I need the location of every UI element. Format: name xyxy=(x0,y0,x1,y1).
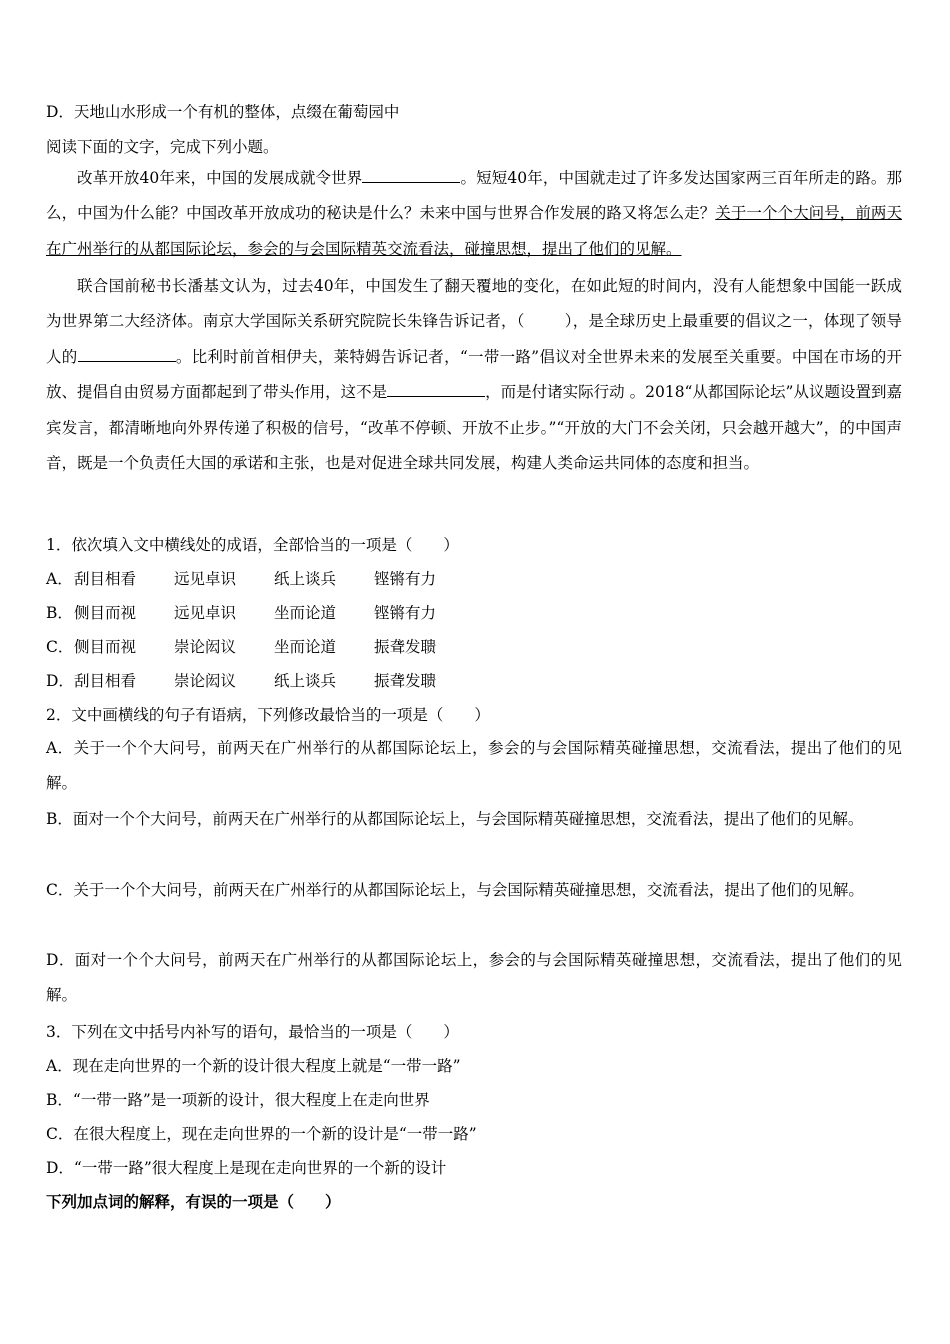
option-word: 远见卓识 xyxy=(174,570,237,588)
option-word: 铿锵有力 xyxy=(374,604,437,622)
passage-text: 。比利时前首相伊夫，莱特姆告诉记者，“一带一路”倡议对全世界未来的发展至关重要。中国在市场的开放、提倡自由贸易方面都起到了带头作用，这不是 xyxy=(46,347,902,402)
question-1-stem: 1．依次填入文中横线处的成语，全部恰当的一项是（ ） xyxy=(46,536,459,554)
passage-text: ），是全球历史上最重要的倡议之一，体现了领导人的 xyxy=(46,312,902,366)
option-word: 振聋发聩 xyxy=(374,638,437,656)
option-label: B． xyxy=(46,604,73,622)
passage-text: ，而是付诸实际行动 。2018“从都国际论坛”从议题设置到嘉宾发言，都清晰地向外界传递了积极的信号，“改革不停顿、开放不止步。”“开放的大门不会关闭，只会越开越大”，的中国声音，既是一个负责任大国的承诺和主张，也是对促进全球共同发展，构建人类命运共同体的态度和担当。 xyxy=(46,383,902,473)
q2-option-d: D．面对一个个大问号，前两天在广州举行的从都国际论坛上，参会的与会国际精英碰撞思想，交流看法，提出了他们的见解。 xyxy=(46,951,902,1005)
option-word: 侧目而视 xyxy=(74,638,137,656)
underlined-sentence: 关于一个个大问号，前两天在广州举行的从都国际论坛，参会的与会国际精英交流看法，碰撞思想，提出了他们的见解。 xyxy=(46,204,902,258)
q3-option-c: C．在很大程度上，现在走向世界的一个新的设计是“一带一路” xyxy=(46,1125,477,1143)
question-4-stem: 下列加点词的解释，有误的一项是（ ） xyxy=(46,1192,341,1211)
option-word: 振聋发聩 xyxy=(374,672,437,690)
option-label: D． xyxy=(46,672,74,690)
passage-paragraph-1 xyxy=(46,161,902,267)
q2-option-c: C．关于一个个大问号，前两天在广州举行的从都国际论坛上，与会国际精英碰撞思想，交流看法，提出了他们的见解。 xyxy=(46,881,864,899)
option-word: 刮目相看 xyxy=(74,570,137,588)
fill-blank-3 xyxy=(387,382,485,397)
q3-option-d: D．“一带一路”很大程度上是现在走向世界的一个新的设计 xyxy=(46,1159,447,1177)
passage-paragraph-2 xyxy=(46,269,902,481)
option-word: 坐而论道 xyxy=(274,638,337,656)
question-3-stem: 3．下列在文中括号内补写的语句，最恰当的一项是（ ） xyxy=(46,1023,459,1041)
option-word: 崇论闳议 xyxy=(174,672,237,690)
q1-option-d xyxy=(46,671,474,691)
passage-text: 改革开放40年来，中国的发展成就令世界 xyxy=(77,169,363,187)
prev-option-d: D．天地山水形成一个有机的整体，点缀在葡萄园中 xyxy=(46,103,400,121)
option-word: 纸上谈兵 xyxy=(274,672,337,690)
option-label: A． xyxy=(46,570,73,588)
option-word: 纸上谈兵 xyxy=(274,570,337,588)
q2-option-b: B．面对一个个大问号，前两天在广州举行的从都国际论坛上，与会国际精英碰撞思想，交流看法，提出了他们的见解。 xyxy=(46,810,864,828)
option-word: 刮目相看 xyxy=(74,672,137,690)
q1-option-b xyxy=(46,603,474,623)
option-label: C． xyxy=(46,638,74,656)
passage-text: 联合国前秘书长潘基文认为，过去40年，中国发生了翻天覆地的变化，在如此短的时间内，没有人能想象中国能一跃成为世界第二大经济体。南京大学国际关系研究院院长朱锋告诉记者，（ xyxy=(46,277,902,331)
option-word: 坐而论道 xyxy=(274,604,337,622)
option-word: 铿锵有力 xyxy=(374,570,437,588)
q1-option-c xyxy=(46,637,474,657)
question-2-stem: 2．文中画横线的句子有语病，下列修改最恰当的一项是（ ） xyxy=(46,706,490,724)
q3-option-a: A．现在走向世界的一个新的设计很大程度上就是“一带一路” xyxy=(46,1057,461,1075)
q3-option-b: B．“一带一路”是一项新的设计，很大程度上在走向世界 xyxy=(46,1091,430,1109)
passage-text: 。短短40年，中国就走过了许多发达国家两三百年所走的路。那么，中国为什么能？中国改革开放成功的秘诀是什么？未来中国与世界合作发展的路又将怎么走？ xyxy=(46,169,902,223)
q2-option-a: A．关于一个个大问号，前两天在广州举行的从都国际论坛上，参会的与会国际精英碰撞思想，交流看法，提出了他们的见解。 xyxy=(46,739,902,793)
reading-instruction: 阅读下面的文字，完成下列小题。 xyxy=(46,138,279,156)
option-word: 崇论闳议 xyxy=(174,638,237,656)
fill-blank-2 xyxy=(78,347,176,362)
option-word: 远见卓识 xyxy=(174,604,237,622)
option-word: 侧目而视 xyxy=(74,604,137,622)
fill-blank-1 xyxy=(362,168,460,183)
q1-option-a xyxy=(46,569,474,589)
